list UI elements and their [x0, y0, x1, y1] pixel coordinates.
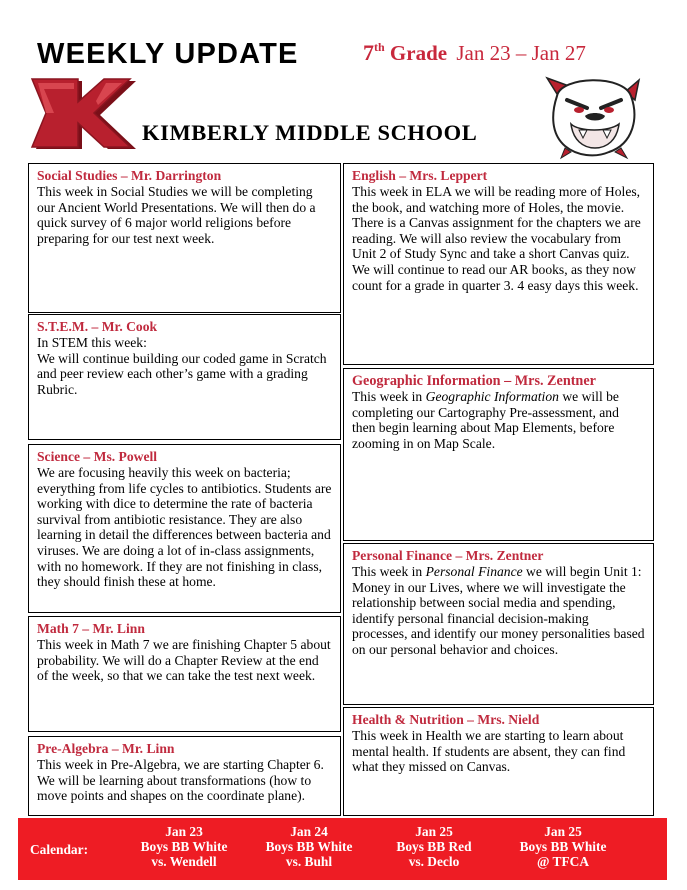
calendar-event [114, 824, 254, 869]
event-team: Boys BB White [265, 839, 353, 854]
personal-finance-body [352, 564, 645, 658]
science-title: Science – Ms. Powell [37, 449, 158, 464]
personal-finance-title: Personal Finance – Mrs. Zentner [352, 548, 544, 563]
event-date: Jan 23 [165, 824, 203, 839]
math-box [28, 616, 341, 732]
health-nutrition-body: This week in Health we are starting to learn about mental health. If students are absent, they can find what they missed on Canvas. [352, 728, 626, 775]
calendar-event [493, 824, 633, 869]
calendar-label: Calendar: [30, 842, 89, 857]
bulldog-mascot-icon [543, 66, 643, 162]
event-date: Jan 24 [290, 824, 328, 839]
event-opponent: vs. Declo [408, 854, 460, 869]
finance-body-rest: we will begin Unit 1: Money in our Lives, where we will investigate the relationship between social media and spending, identify personal financial decision-making processes, and identify our money personalities based on our personal behavior and choices. [352, 564, 645, 657]
school-name: KIMBERLY MIDDLE SCHOOL [142, 120, 478, 145]
event-team: Boys BB White [140, 839, 228, 854]
event-team: Boys BB White [519, 839, 607, 854]
event-opponent: @ TFCA [536, 854, 589, 869]
school-k-logo-icon [30, 77, 138, 153]
english-box [343, 163, 654, 365]
geo-body-start: This week in [352, 389, 426, 404]
geographic-information-title: Geographic Information – Mrs. Zentner [352, 373, 596, 389]
event-team: Boys BB Red [396, 839, 472, 854]
math-body: This week in Math 7 we are finishing Chapter 5 about probability. We will do a Chapter Review at the end of the week, so that we can take the test next week. [37, 637, 331, 684]
calendar-bar [18, 818, 667, 880]
english-title: English – Mrs. Leppert [352, 168, 488, 183]
pre-algebra-title: Pre-Algebra – Mr. Linn [37, 741, 175, 756]
english-body: This week in ELA we will be reading more of Holes, the book, and watching more of Holes, the movie. There is a Canvas assignment for the chapters we are reading. We will also review the vocabulary from Unit 2 of Study Sync and take a short Canvas quiz. We will continue to read our AR books, as they now count for a grade in quarter 3. 4 easy days this week. [352, 184, 641, 293]
pre-algebra-body: This week in Pre-Algebra, we are starting Chapter 6. We will be learning about transformations (how to move points and shapes on the coordinate plane). [37, 757, 324, 804]
event-date: Jan 25 [415, 824, 453, 839]
event-opponent: vs. Buhl [285, 854, 333, 869]
event-date: Jan 25 [544, 824, 582, 839]
grade-suffix: th [374, 40, 385, 54]
stem-details: We will continue building our coded game in Scratch and peer review each other’s game with a grading Rubric. [37, 350, 327, 397]
math-title: Math 7 – Mr. Linn [37, 621, 145, 636]
stem-body [37, 335, 332, 397]
health-nutrition-title: Health & Nutrition – Mrs. Nield [352, 712, 540, 727]
stem-title: S.T.E.M. – Mr. Cook [37, 319, 158, 334]
newsletter-title: WEEKLY UPDATE [37, 38, 299, 70]
social-studies-box [28, 163, 341, 313]
calendar-event [364, 824, 504, 869]
science-body: We are focusing heavily this week on bacteria; everything from life cycles to antibiotics. Students are working with dice to determine the rate of bacteria survival from antibiotic resistance. They are also learning in detail the differences between bacteria and viruses. We are doing a lot of in-class assignments, with no homework. If they are not finishing in class, they should finish these at home. [37, 465, 332, 590]
finance-body-start: This week in [352, 564, 426, 579]
social-studies-body: This week in Social Studies we will be completing our Ancient World Presentations. We will then do a quick survey of 6 major world religions before preparing for our test next week. [37, 184, 316, 246]
geographic-information-box [343, 368, 654, 541]
geo-course-name: Geographic Information [425, 389, 559, 404]
personal-finance-box [343, 543, 654, 705]
health-nutrition-box [343, 707, 654, 816]
science-box [28, 444, 341, 613]
grade-and-dates [363, 40, 586, 66]
calendar-event [239, 824, 379, 869]
stem-box [28, 314, 341, 440]
pre-algebra-box [28, 736, 341, 816]
week-dates: Jan 23 – Jan 27 [456, 41, 586, 65]
grade-number: 7 [363, 40, 374, 65]
social-studies-title: Social Studies – Mr. Darrington [37, 168, 222, 183]
grade-word: Grade [389, 41, 448, 65]
geographic-information-body [352, 389, 645, 451]
geo-body-rest: we will be completing our Cartography Pre-assessment, and then begin learning about Map Elements, before zooming in on Map Scale. [352, 389, 619, 451]
event-opponent: vs. Wendell [151, 854, 217, 869]
stem-intro: In STEM this week: [37, 335, 147, 350]
finance-course-name: Personal Finance [425, 564, 523, 579]
